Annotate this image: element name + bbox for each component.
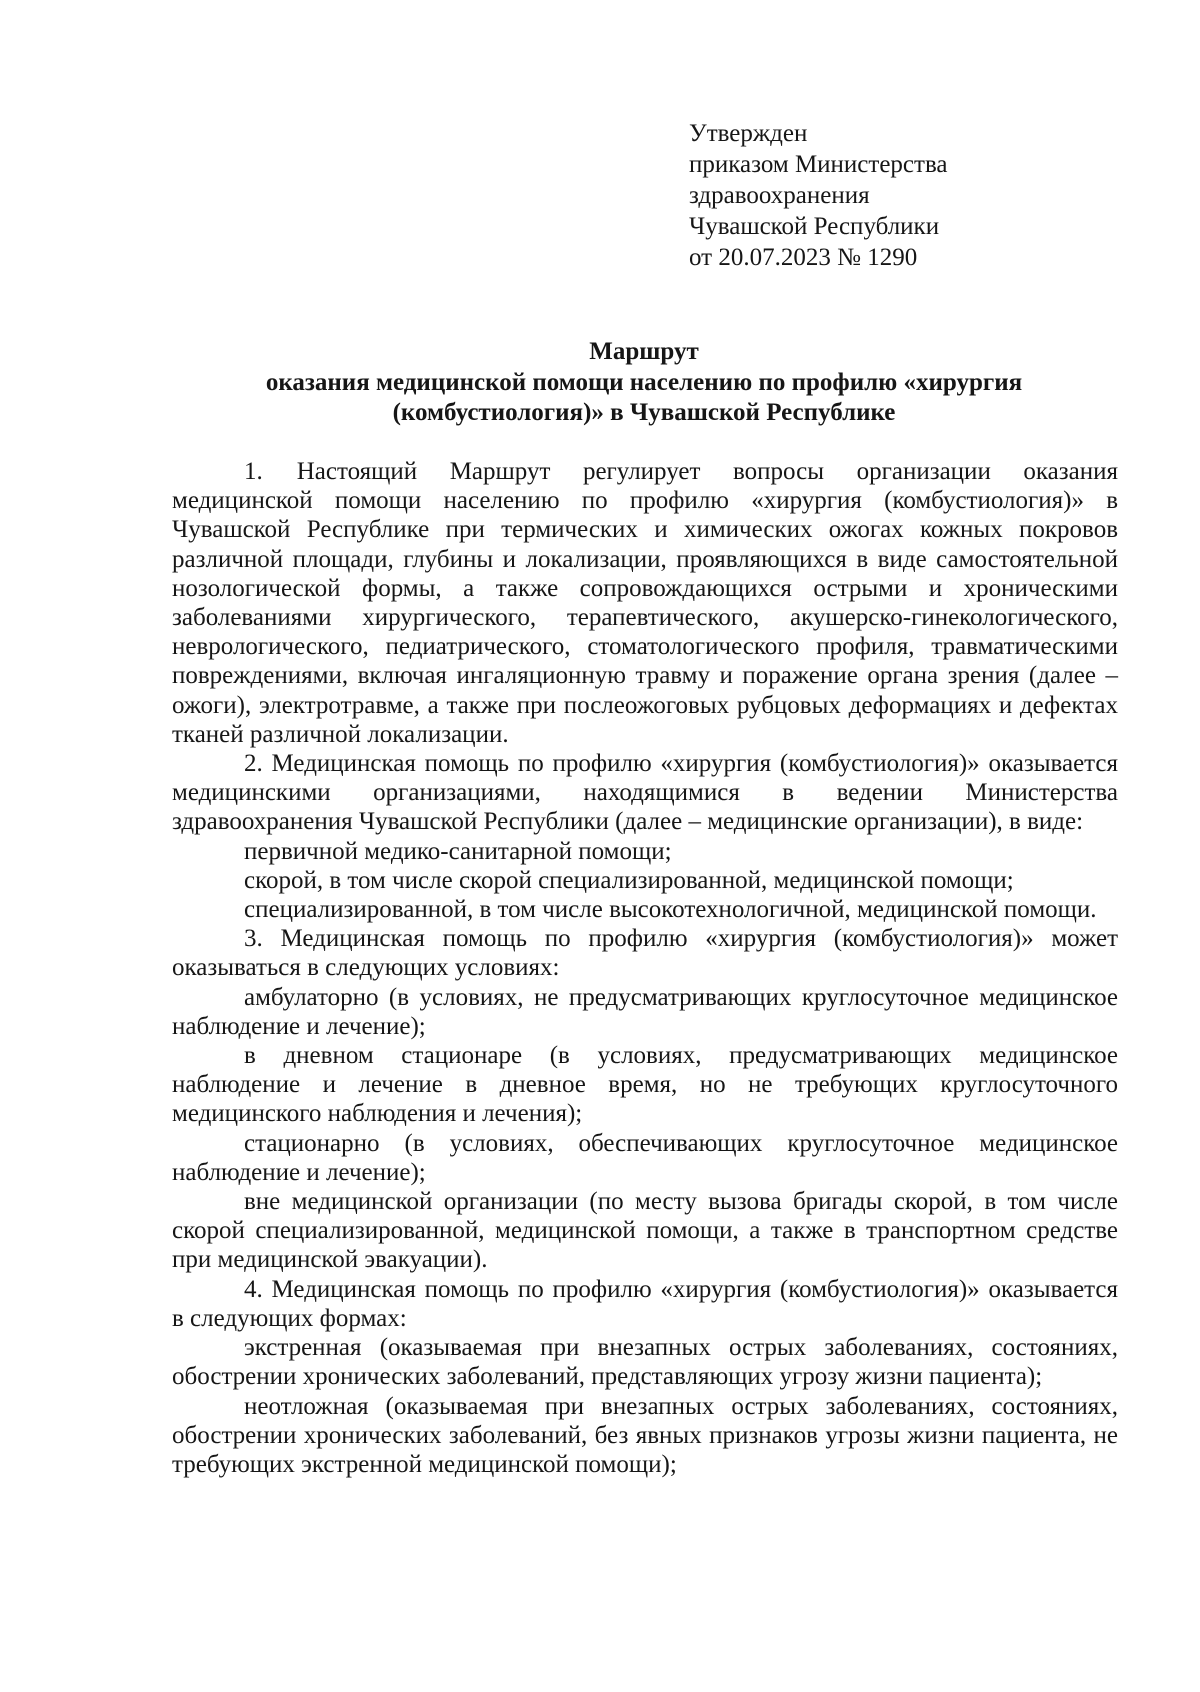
approval-stamp [689, 118, 1109, 273]
list-item: в дневном стационаре (в условиях, предусматривающих медицинское наблюдение и лечение в дневное время, но не требующих круглосуточного медицинского наблюдения и лечения); [172, 1042, 1118, 1128]
paragraph-4: 4. Медицинская помощь по профилю «хирургия (комбустиология)» оказывается в следующих формах: [172, 1275, 1118, 1332]
list-item: первичной медико-санитарной помощи; [244, 837, 672, 865]
title-line: (комбустиология)» в Чувашской Республике [392, 399, 896, 426]
list-item: специализированной, в том числе высокотехнологичной, медицинской помощи. [244, 896, 1097, 924]
list-item: скорой, в том числе скорой специализированной, медицинской помощи; [244, 866, 1014, 894]
list-item: стационарно (в условиях, обеспечивающих круглосуточное медицинское наблюдение и лечение); [172, 1129, 1118, 1186]
approval-date-number: от 20.07.2023 № 1290 [689, 244, 918, 271]
approval-line: Утвержден [689, 120, 808, 147]
title-line: Маршрут [589, 338, 699, 365]
paragraph-2: 2. Медицинская помощь по профилю «хирургия (комбустиология)» оказывается медицинскими организациями, находящимися в ведении Министерства здравоохранения Чувашской Республики (далее – медицинские организации), в виде: [172, 750, 1118, 836]
approval-line: здравоохранения [689, 182, 870, 209]
paragraph-1 [172, 457, 1118, 749]
paragraph-3: 3. Медицинская помощь по профилю «хирургия (комбустиология)» может оказываться в следующих условиях: [172, 925, 1118, 982]
document-body [172, 457, 1118, 1479]
title-line: оказания медицинской помощи населению по профилю «хирургия [265, 368, 1023, 396]
approval-line: Чувашской Республики [689, 213, 940, 240]
list-item: вне медицинской организации (по месту вызова бригады скорой, в том числе скорой специализированной, медицинской помощи, а также в транспортном средстве при медицинской эвакуации). [172, 1188, 1118, 1274]
paragraph-text: Настоящий Маршрут регулирует вопросы организации оказания медицинской помощи населению по профилю «хирургия (комбустиология)» в Чувашской Республике при термических и химических ожогах кожных покровов различной площади, глубины и локализации, проявляющихся в виде самостоятельной нозологической формы, а также сопровождающихся острыми и хроническими заболеваниями хирургического, терапевтического, акушерско-гинекологического, неврологического, педиатрического, стоматологического профиля, травматическими повреждениями, включая ингаляционную травму и поражение органа зрения (далее – ожоги), электротравме, а также при послеожоговых рубцовых деформациях и дефектах тканей различной локализации. [172, 458, 1118, 748]
list-item: амбулаторно (в условиях, не предусматривающих круглосуточное медицинское наблюдение и лечение); [172, 983, 1118, 1040]
list-item: неотложная (оказываемая при внезапных острых заболеваниях, состояниях, обострении хронических заболеваний, без явных признаков угрозы жизни пациента, не требующих экстренной медицинской помощи); [172, 1392, 1118, 1478]
document-title [172, 337, 1116, 429]
approval-line: приказом Министерства [689, 151, 948, 178]
list-item: экстренная (оказываемая при внезапных острых заболеваниях, состояниях, обострении хронических заболеваний, представляющих угрозу жизни пациента); [172, 1334, 1118, 1391]
paragraph-number: 1. [244, 458, 263, 485]
